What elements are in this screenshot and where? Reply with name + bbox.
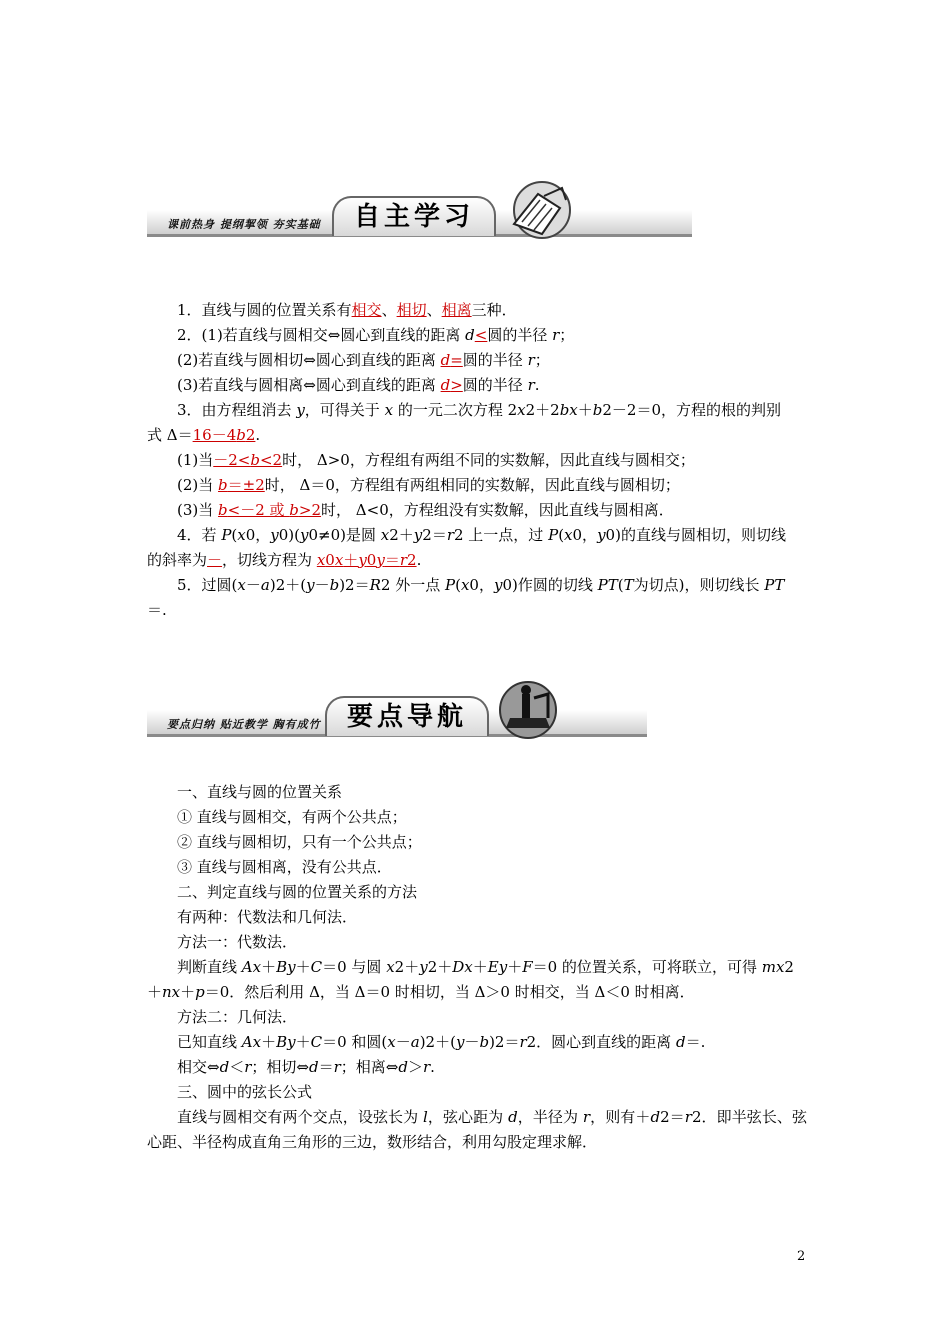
self-study-content — [147, 298, 807, 623]
text-paragraph: 直线与圆相交有两个交点，设弦长为 l，弦心距为 d，半径为 r，则有＋d2＝r2．即半弦长、弦心距、半径构成直角三角形的三边，数形结合，利用勾股定理求解． — [147, 1108, 807, 1151]
banner-title: 要点导航 — [325, 696, 489, 736]
section-banner-key-points — [147, 680, 647, 740]
text-line: (2)若直线与圆相切⇔圆心到直线的距离 d=圆的半径 r； — [177, 351, 550, 369]
book-emblem-icon — [502, 178, 572, 240]
text-line: 1．直线与圆的位置关系有相交、相切、相离三种． — [177, 301, 517, 319]
text-line: 已知直线 Ax＋By＋C＝0 和圆(x－a)2＋(y－b)2＝r2．圆心到直线的距离 d＝. — [177, 1033, 706, 1051]
text-line: 方法一：代数法． — [177, 933, 298, 951]
text-line: 有两种：代数法和几何法． — [177, 908, 358, 926]
text-line: 方法二：几何法． — [177, 1008, 298, 1026]
banner-tagline: 要点归纳 贴近教学 胸有成竹 — [167, 718, 321, 731]
text-line: 3．由方程组消去 y，可得关于 x 的一元二次方程 2x2＋2bx＋b2－2＝0，方程的根的判别 — [177, 401, 782, 419]
text-line: (1)当－2<b<2时， Δ>0，方程组有两组不同的实数解，因此直线与圆相交； — [177, 451, 695, 469]
section-banner-self-study — [147, 180, 692, 240]
text-line: (3)当 b<－2 或 b>2时， Δ<0，方程组没有实数解，因此直线与圆相离． — [177, 501, 674, 519]
text-line: 三、圆中的弦长公式 — [177, 1083, 313, 1101]
page-number: 2 — [797, 1249, 806, 1264]
text-line: ① 直线与圆相交，有两个公共点； — [177, 808, 407, 826]
banner-title: 自主学习 — [332, 196, 496, 236]
navigator-emblem-icon — [492, 678, 562, 740]
text-line: ② 直线与圆相切，只有一个公共点； — [177, 833, 422, 851]
text-line: (3)若直线与圆相离⇔圆心到直线的距离 d>圆的半径 r. — [177, 376, 540, 394]
text-line: 判断直线 Ax＋By＋C＝0 与圆 x2＋y2＋Dx＋Ey＋F＝0 的位置关系，可将联立，可得 mx2 — [177, 958, 794, 976]
text-line: 的斜率为－，切线方程为 x0x＋y0y＝r2. — [147, 551, 422, 569]
banner-tagline: 课前热身 提纲挈领 夯实基础 — [167, 218, 321, 231]
text-line: 式 Δ＝16－4b2. — [147, 426, 261, 444]
text-line: ＝. — [147, 601, 167, 619]
text-line: 5．过圆(x－a)2＋(y－b)2＝R2 外一点 P(x0，y0)作圆的切线 PT(T为切点)，则切线长 PT — [177, 576, 785, 594]
text-line: 相交⇔d＜r；相切⇔d＝r；相离⇔d＞r. — [177, 1058, 435, 1076]
text-line: 4．若 P(x0，y0)(y0≠0)是圆 x2＋y2＝r2 上一点，过 P(x0，y0)的直线与圆相切，则切线 — [177, 526, 786, 544]
text-line: (2)当 b＝±2时， Δ＝0，方程组有两组相同的实数解，因此直线与圆相切； — [177, 476, 680, 494]
key-points-content — [147, 780, 807, 1155]
text-line: 一、直线与圆的位置关系 — [177, 783, 343, 801]
text-line: 二、判定直线与圆的位置关系的方法 — [177, 883, 418, 901]
text-line: ＋nx＋p＝0．然后利用 Δ，当 Δ＝0 时相切，当 Δ＞0 时相交，当 Δ＜0 时相离． — [147, 983, 695, 1001]
text-line: 2．(1)若直线与圆相交⇔圆心到直线的距离 d<圆的半径 r； — [177, 326, 575, 344]
text-line: ③ 直线与圆相离，没有公共点． — [177, 858, 392, 876]
